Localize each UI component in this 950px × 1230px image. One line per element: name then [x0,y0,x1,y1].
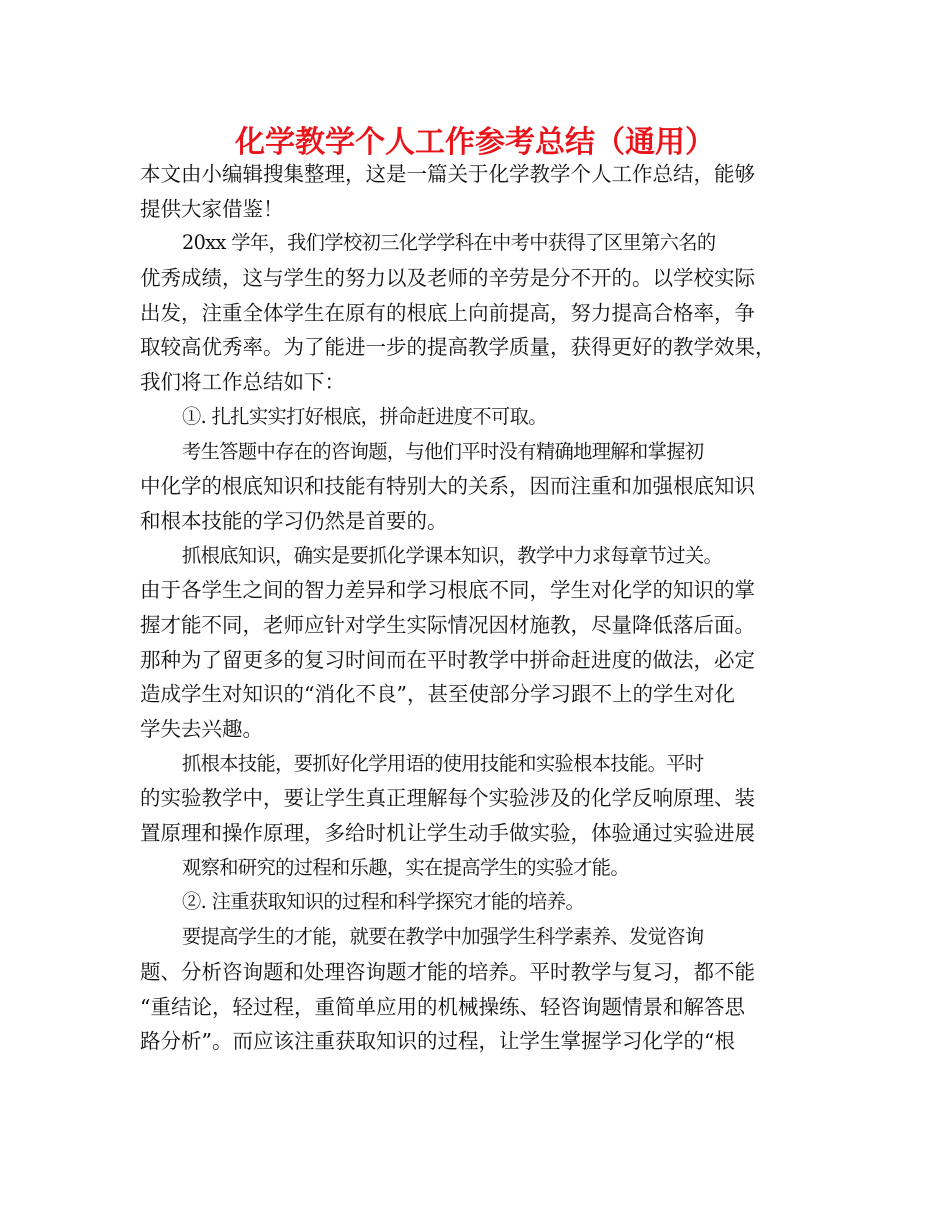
text-line: 出发，注重全体学生在原有的根底上向前提高，努力提高合格率，争 [140,300,755,325]
text-line: 抓根本技能，要抓好化学用语的使用技能和实验根本技能。平时 [182,751,704,775]
document-body [140,157,830,1059]
text-line: 的实验教学中，要让学生真正理解每个实验涉及的化学反响原理、装 [140,786,755,811]
text-line: 中化学的根底知识和技能有特别大的关系，因而注重和加强根底知识 [140,474,755,499]
text-line: ②. 注重获取知识的过程和科学探究才能的培养。 [182,890,585,914]
text-line: 我们将工作总结如下： [140,370,345,395]
text-line: “重结论，轻过程，重简单应用的机械操练、轻咨询题情景和解答思 [140,994,745,1019]
text-line: 由于各学生之间的智力差异和学习根底不同，学生对化学的知识的掌 [140,578,755,603]
text-line: 要提高学生的才能，就要在教学中加强学生科学素养、发觉咨询 [182,925,704,949]
text-line: 观察和研究的过程和乐趣，实在提高学生的实验才能。 [182,855,630,879]
text-line: 那种为了留更多的复习时间而在平时教学中拼命赶进度的做法，必定 [140,647,755,672]
text-line: ①. 扎扎实实打好根底，拼命赶进度不可取。 [182,404,547,428]
text-line: 题、分析咨询题和处理咨询题才能的培养。平时教学与复习，都不能 [140,959,755,984]
text-line: 抓根底知识，确实是要抓化学课本知识，教学中力求每章节过关。 [182,543,723,567]
text-line: 和根本技能的学习仍然是首要的。 [140,508,448,533]
text-line: 本文由小编辑搜集整理，这是一篇关于化学教学个人工作总结，能够 [140,162,755,186]
text-line: 路分析”。而应该注重获取知识的过程，让学生掌握学习化学的“根 [140,1029,735,1054]
text-line: 20xx 学年，我们学校初三化学学科在中考中获得了区里第六名的 [182,231,716,255]
text-line: 取较高优秀率。为了能进一步的提高教学质量，获得更好的教学效果， [140,335,776,360]
text-line: 握才能不同，老师应针对学生实际情况因材施教，尽量降低落后面。 [140,612,755,637]
document-title: 化学教学个人工作参考总结（通用） [235,125,715,160]
text-line: 提供大家借鉴！ [140,196,284,221]
text-line: 优秀成绩，这与学生的努力以及老师的辛劳是分不开的。以学校实际 [140,266,755,291]
text-line: 考生答题中存在的咨询题，与他们平时没有精确地理解和掌握初 [182,439,704,463]
text-line: 学失去兴趣。 [140,717,263,741]
text-line: 置原理和操作原理，多给时机让学生动手做实验，体验通过实验进展 [140,821,755,846]
text-line: 造成学生对知识的“消化不良”，甚至使部分学习跟不上的学生对化 [140,682,735,707]
